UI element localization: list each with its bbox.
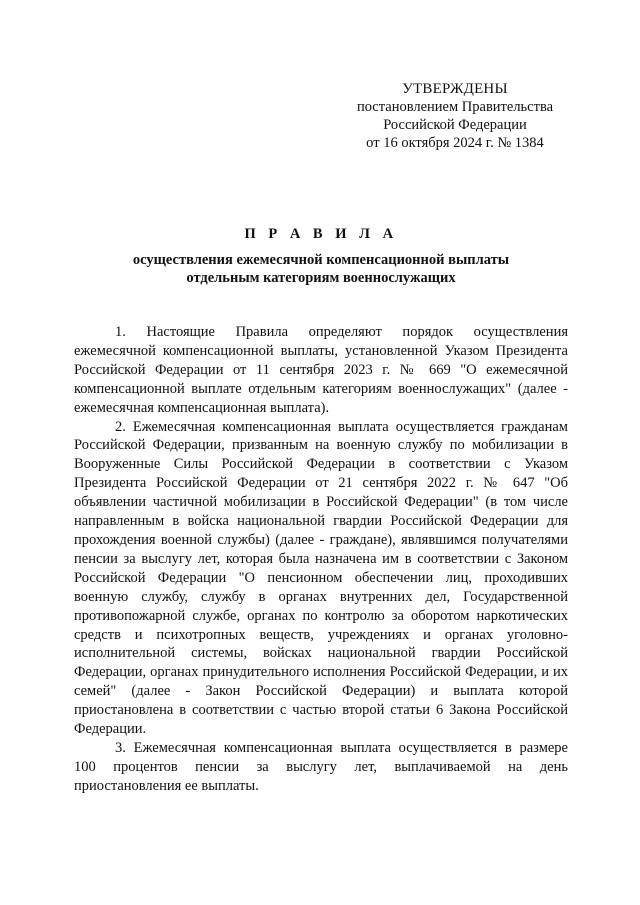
paragraph-2: 2. Ежемесячная компенсационная выплата осуществляется гражданам Российской Федерации, призванным на военную службу по мобилизации в Вооруженные Силы Российской Федерации в соответствии с Указом Президента Российской Федерации от 21 сентября 2022 г. № 647 "Об объявлении частичной мобилизации в Российской Федерации" (в том числе направленным в войска национальной гвардии Российской Федерации для прохождения военной службы) (далее - граждане), являвшимся получателями пенсии за выслугу лет, которая была назначена им в соответствии с Законом Российской Федерации "О пенсионном обеспечении лиц, проходивших военную службу, службу в органах внутренних дел, Государственной противопожарной службе, органах по контролю за оборотом наркотических средств и психотропных веществ, учреждениях и органах уголовно-исполнительной системы, войсках национальной гвардии Российской Федерации, органах принудительного исполнения Российской Федерации, и их семей" (далее - Закон Российской Федерации) и выплата которой приостановлена в соответствии с частью второй статьи 6 Закона Российской Федерации. xyxy=(74,418,568,738)
subtitle-line-1: осуществления ежемесячной компенсационной выплаты xyxy=(132,252,510,268)
document-title: П Р А В И Л А xyxy=(244,226,398,242)
paragraph-3: 3. Ежемесячная компенсационная выплата осуществляется в размере 100 процентов пенсии за выслугу лет, выплачиваемой на день приостановления ее выплаты. xyxy=(74,739,568,794)
document-subtitle xyxy=(74,251,568,287)
approval-line-1: постановлением Правительства xyxy=(356,99,554,115)
subtitle-line-2: отдельным категориям военнослужащих xyxy=(186,270,456,286)
approval-line-2: Российской Федерации xyxy=(383,117,527,133)
paragraph-1: 1. Настоящие Правила определяют порядок осуществления ежемесячной компенсационной выплаты, установленной Указом Президента Российской Федерации от 11 сентября 2023 г. № 669 "О ежемесячной компенсационной выплате отдельным категориям военнослужащих" (далее - ежемесячная компенсационная выплата). xyxy=(74,324,568,416)
approval-title: УТВЕРЖДЕНЫ xyxy=(402,81,508,97)
document-body xyxy=(74,323,568,796)
approval-block xyxy=(340,80,570,152)
approval-line-3: от 16 октября 2024 г. № 1384 xyxy=(366,135,544,151)
